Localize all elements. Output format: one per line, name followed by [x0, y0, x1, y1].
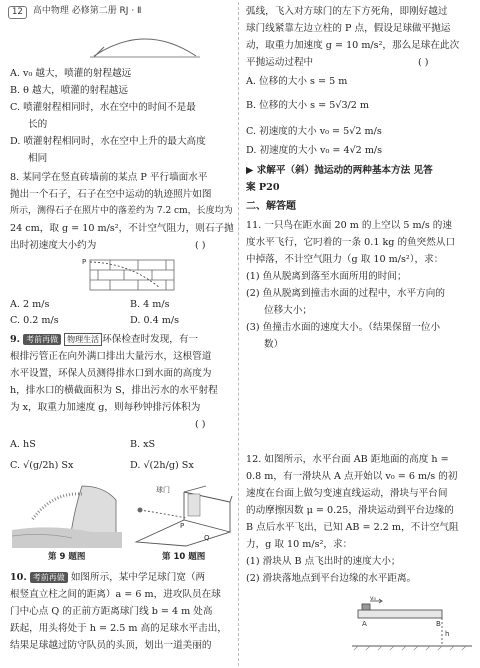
figure-10-goal	[126, 480, 234, 548]
q8-line: 所示，测得石子在照片中的落差约为 7.2 cm，长度均为	[10, 206, 233, 216]
q10-option-c: C. 初速度的大小 v₀ = 5√2 m/s	[246, 126, 382, 137]
q12-line: 速度在台面上做匀变速直线运动，滑块与平台间	[246, 488, 448, 499]
q12-line: B 点后水平飞出，已知 AB = 2.2 m，不计空气阻	[246, 522, 459, 533]
q12-line: 0.8 m，有一滑块从 A 点开始以 v₀ = 6 m/s 的初	[246, 471, 458, 482]
q8-line: 24 cm，取 g = 10 m/s²，不计空气阻力，则石子抛	[10, 223, 234, 234]
q10-cont-line: 弧线，飞入对方球门的左下方死角，即刚好越过	[246, 6, 448, 17]
q12-part-1: (1) 滑块从 B 点飞出时的速度大小；	[246, 556, 401, 567]
q9-number: 9.	[10, 334, 21, 345]
q12-part-2: (2) 滑块落地点到平台边缘的水平距离。	[246, 573, 417, 584]
q12-line: 的动摩擦因数 μ = 0.25，滑块运动到平台边缘的	[246, 505, 454, 516]
point-b-label: B	[436, 620, 441, 628]
q10-cont-line: 球门线紧靠左边立柱的 P 点，假设足球做平抛运	[246, 23, 451, 34]
q10-line: 跃起，用头将处于 h = 2.5 m 高的足球水平击出，	[10, 623, 227, 634]
q10-cont-line: 动，取重力加速度 g = 10 m/s²，那么足球在此次	[246, 40, 460, 51]
point-q-label: Q	[204, 534, 210, 542]
point-p-label: P	[180, 522, 185, 530]
q10-option-b: B. 位移的大小 s = 5√3/2 m	[246, 100, 370, 111]
q9-option-a: A. hS	[10, 439, 36, 450]
method-hint: ▶ 求解平（斜）抛运动的两种基本方法 见答	[246, 165, 433, 176]
figure-12-platform	[352, 596, 472, 656]
q9-tag-review: 考前再做	[23, 334, 61, 345]
q8-option-a: A. 2 m/s	[10, 299, 50, 310]
q8-option-b: B. 4 m/s	[130, 299, 170, 310]
figure-9-caption: 第 9 题图	[48, 552, 86, 562]
column-divider	[238, 2, 239, 666]
section-heading: 二、解答题	[246, 201, 296, 212]
q8-line: 出时初速度大小约为	[10, 240, 97, 251]
q7-option-b: B. θ 越大，喷灌的射程越远	[10, 85, 128, 96]
q10-line: 门中心点 Q 的正前方距离球门线 b = 4 m 处高	[10, 606, 213, 617]
q9-answer-paren: ( )	[195, 419, 206, 430]
page-number: 12	[8, 6, 27, 19]
q11-part-2: (2) 鱼从脱离到撞击水面的过程中，水平方向的	[246, 288, 445, 299]
q11-part-3-cont: 数）	[264, 339, 284, 350]
q9-tag-life: 物理生活	[64, 333, 102, 346]
q10-answer-paren: ( )	[418, 57, 429, 68]
q10-number: 10.	[10, 572, 27, 583]
point-p-label: P	[82, 258, 87, 266]
q9-option-b: B. xS	[130, 439, 156, 450]
q8-answer-paren: ( )	[195, 240, 206, 251]
q12-line: 12. 如图所示，水平台面 AB 距地面的高度 h =	[246, 454, 449, 465]
q9-option-c: C. √(g/2h) Sx	[10, 460, 74, 471]
sprinkler-figure	[90, 30, 200, 60]
figure-10-caption: 第 10 题图	[162, 552, 206, 562]
q9-line: 为 x，取重力加速度 g，则每秒钟排污体积为	[10, 402, 201, 413]
v0-label: v₀	[370, 596, 376, 602]
q7-option-c-cont: 长的	[28, 119, 48, 130]
q10-tag-review: 考前再做	[30, 572, 68, 583]
q7-option-d-cont: 相同	[28, 153, 48, 164]
height-label: h	[445, 630, 450, 638]
figure-9-pipe	[12, 480, 122, 548]
q10-option-a: A. 位移的大小 s = 5 m	[246, 76, 348, 87]
goal-label: 球门	[156, 486, 170, 494]
q9-line: h，排水口的横截面积为 S，排出污水的水平射程	[10, 385, 218, 396]
brick-wall-figure	[80, 254, 180, 294]
q8-option-d: D. 0.4 m/s	[130, 315, 180, 326]
q11-part-3: (3) 鱼撞击水面的速度大小。（结果保留一位小	[246, 322, 441, 333]
q9-line: 根排污管正在向外满口排出大量污水，这根管道	[10, 351, 212, 362]
book-title: 高中物理 必修第二册 RJ · Ⅱ	[32, 6, 142, 17]
q7-option-a: A. v₀ 越大，喷灌的射程越远	[10, 68, 132, 79]
q9-text: 环保检查时发现，有一	[102, 334, 199, 345]
q9-first-line	[10, 332, 198, 347]
q10-text: 如图所示，某中学足球门宽（两	[70, 572, 206, 583]
q8-line: 抛出一个石子，石子在空中运动的轨迹照片如图	[10, 189, 212, 200]
q8-option-c: C. 0.2 m/s	[10, 315, 59, 326]
method-hint-cont: 案 P20	[246, 182, 280, 193]
q9-line: 水平设置，环保人员测得排水口到水面的高度为	[10, 368, 212, 379]
q11-part-2-cont: 位移大小；	[264, 305, 312, 316]
q10-option-d: D. 初速度的大小 v₀ = 4√2 m/s	[246, 145, 383, 156]
q10-line: 结果足球越过防守队员的头顶，划出一道美丽的	[10, 640, 212, 651]
q11-line: 11. 一只鸟在距水面 20 m 的上空以 5 m/s 的速	[246, 220, 452, 231]
q9-option-d: D. √(2h/g) Sx	[130, 460, 194, 471]
q11-part-1: (1) 鱼从脱离到落至水面所用的时间；	[246, 271, 407, 282]
q10-line: 根竖直立柱之间的距离）a = 6 m，进攻队员在球	[10, 589, 221, 600]
q11-line: 中掉落，不计空气阻力（g 取 10 m/s²），求：	[246, 254, 444, 265]
page-header	[8, 4, 141, 20]
q7-option-c: C. 喷灌射程相同时，水在空中的时间不是最	[10, 102, 196, 113]
q10-first-line	[10, 570, 205, 585]
q8-line: 8. 某同学在竖直砖墙前的某点 P 平行墙面水平	[10, 172, 208, 183]
q7-option-d: D. 喷灌射程相同时，水在空中上升的最大高度	[10, 136, 206, 147]
q12-line: 力，g 取 10 m/s²，求：	[246, 539, 353, 550]
q10-cont-line: 平抛运动过程中	[246, 57, 314, 68]
q11-line: 度水平飞行，它叼着的一条 0.1 kg 的鱼突然从口	[246, 237, 456, 248]
point-a-label: A	[362, 620, 367, 628]
